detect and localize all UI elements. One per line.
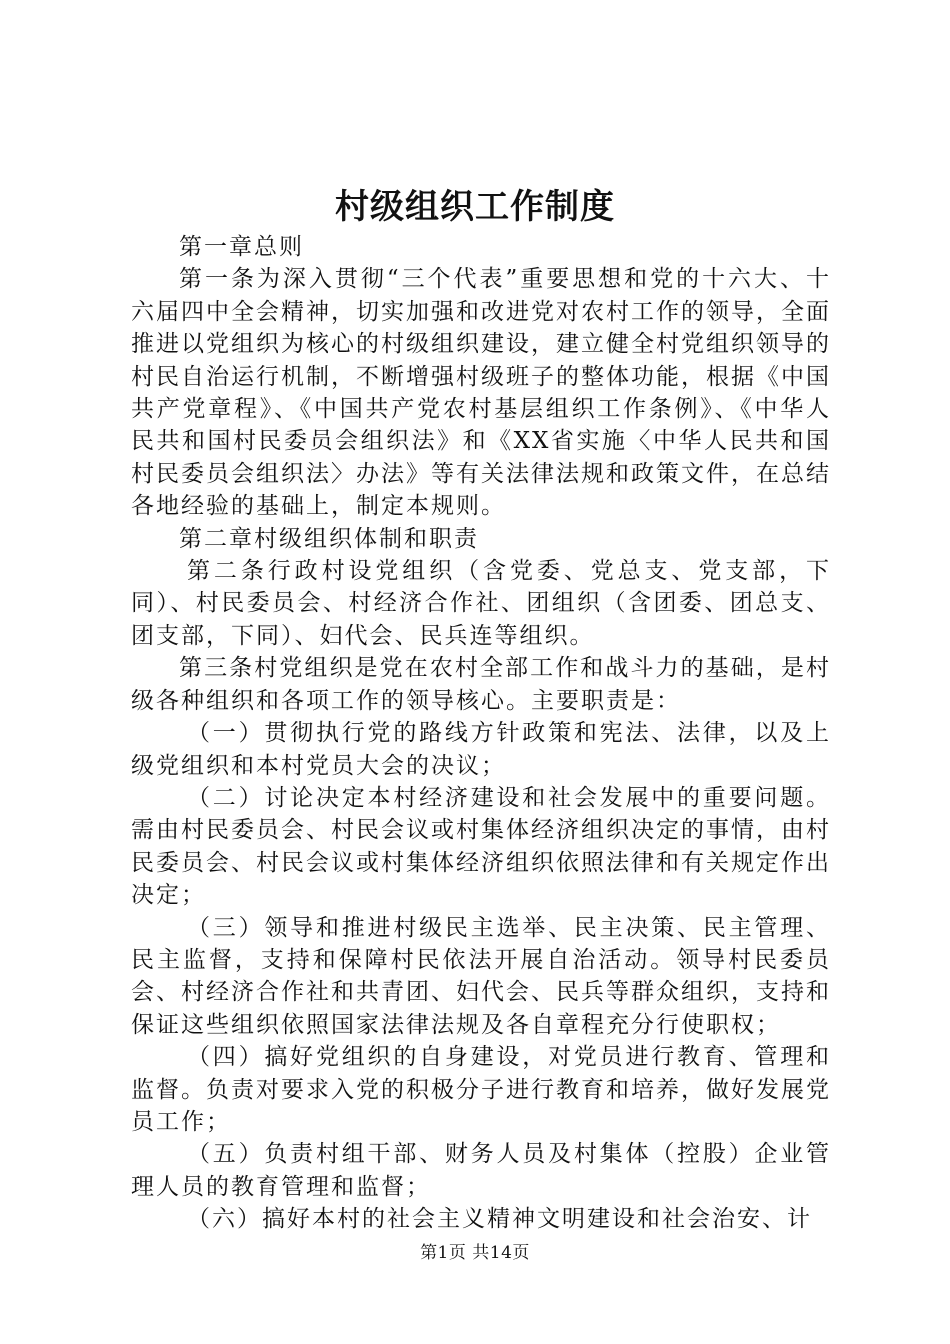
chapter-heading: 第一章总则: [179, 234, 304, 260]
document-title: 村级组织工作制度: [335, 187, 615, 227]
chapter-heading: 第二章村级组织体制和职责: [179, 525, 479, 552]
list-item: （一）贯彻执行党的路线方针政策和宪法、法律，以及上级党组织和本村党员大会的决议；: [131, 720, 831, 779]
list-item: （五）负责村组干部、财务人员及村集体（控股）企业管理人员的教育管理和监督；: [131, 1141, 831, 1200]
article-paragraph: 第二条行政村设党组织（含党委、党总支、党支部，下同）、村民委员会、村经济合作社、团组织（含团委、团总支、团支部，下同）、妇代会、民兵连等组织。: [131, 558, 831, 649]
list-item: （四）搞好党组织的自身建设，对党员进行教育、管理和监督。负责对要求入党的积极分子进行教育和培养，做好发展党员工作；: [131, 1044, 831, 1135]
list-item: （三）领导和推进村级民主选举、民主决策、民主管理、民主监督，支持和保障村民依法开展自治活动。领导村民委员会、村经济合作社和共青团、妇代会、民兵等群众组织，支持和保证这些组织依照国家法律法规及各自章程充分行使职权；: [131, 914, 831, 1038]
page-number: 第1页 共14页: [420, 1243, 530, 1263]
article-paragraph: 第三条村党组织是党在农村全部工作和战斗力的基础，是村级各种组织和各项工作的领导核心。主要职责是：: [131, 655, 831, 714]
article-paragraph: 第一条为深入贯彻“三个代表”重要思想和党的十六大、十六届四中全会精神，切实加强和改进党对农村工作的领导，全面推进以党组织为核心的村级组织建设，建立健全村党组织领导的村民自治运行机制，不断增强村级班子的整体功能，根据《中国共产党章程》、《中国共产党农村基层组织工作条例》、《中华人民共和国村民委员会组织法》和《XX省实施〈中华人民共和国村民委员会组织法〉办法》等有关法律法规和政策文件，在总结各地经验的基础上，制定本规则。: [131, 266, 831, 520]
document-body: [131, 231, 831, 1236]
list-item: （六）搞好本村的社会主义精神文明建设和社会治安、计: [187, 1206, 812, 1233]
list-item: （二）讨论决定本村经济建设和社会发展中的重要问题。需由村民委员会、村民会议或村集体经济组织决定的事情，由村民委员会、村民会议或村集体经济组织依照法律和有关规定作出决定；: [131, 784, 831, 909]
